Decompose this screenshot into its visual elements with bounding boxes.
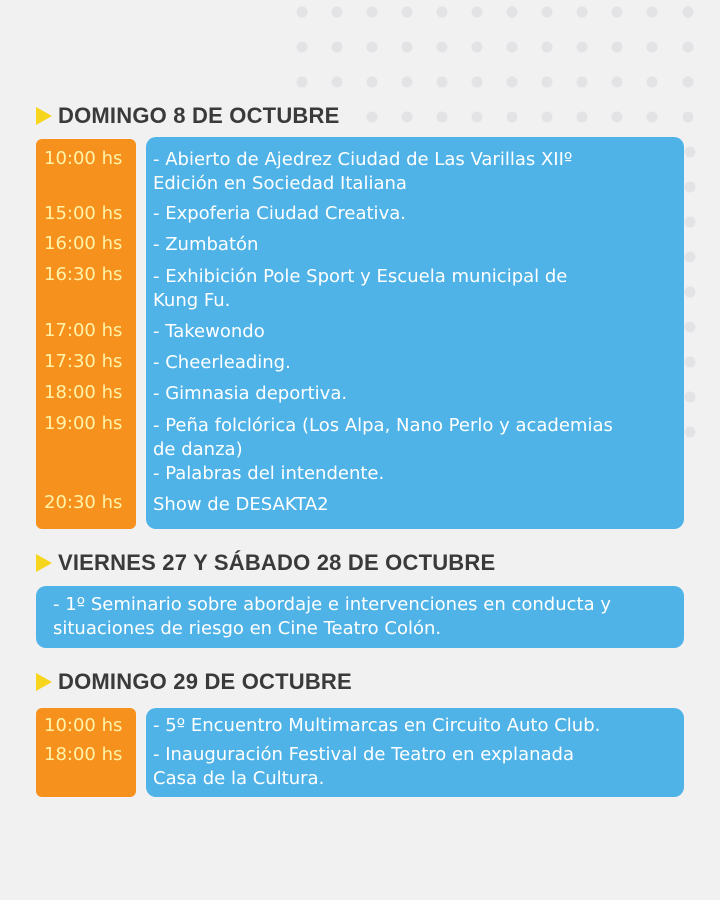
decorative-dot bbox=[367, 42, 378, 53]
event-item: - Expoferia Ciudad Creativa. bbox=[153, 203, 406, 224]
decorative-dot bbox=[612, 42, 623, 53]
decorative-dot bbox=[683, 77, 694, 88]
event-item-continuation: Casa de la Cultura. bbox=[153, 768, 325, 789]
event-item: Show de DESAKTA2 bbox=[153, 494, 329, 515]
decorative-dot bbox=[647, 42, 658, 53]
event-item: - Palabras del intendente. bbox=[153, 463, 385, 484]
decorative-dot bbox=[685, 147, 696, 158]
event-item: - Cheerleading. bbox=[153, 352, 291, 373]
decorative-dot bbox=[542, 77, 553, 88]
decorative-dot bbox=[402, 7, 413, 18]
decorative-dot bbox=[612, 77, 623, 88]
decorative-dot bbox=[297, 7, 308, 18]
decorative-dot bbox=[683, 7, 694, 18]
decorative-dot bbox=[402, 42, 413, 53]
event-item: - Zumbatón bbox=[153, 234, 259, 255]
decorative-dot bbox=[612, 112, 623, 123]
decorative-dot bbox=[647, 77, 658, 88]
decorative-dot bbox=[437, 7, 448, 18]
section-title-text: DOMINGO 8 DE OCTUBRE bbox=[58, 103, 340, 128]
decorative-dot bbox=[297, 77, 308, 88]
decorative-dot bbox=[685, 182, 696, 193]
decorative-dot bbox=[685, 322, 696, 333]
decorative-dot bbox=[577, 112, 588, 123]
decorative-dot bbox=[402, 112, 413, 123]
decorative-dot bbox=[367, 7, 378, 18]
decorative-dot bbox=[542, 42, 553, 53]
decorative-dot bbox=[472, 77, 483, 88]
decorative-dot bbox=[577, 77, 588, 88]
decorative-dot bbox=[437, 77, 448, 88]
triangle-bullet-icon bbox=[36, 673, 52, 691]
event-item-continuation: Edición en Sociedad Italiana bbox=[153, 173, 407, 194]
event-item: - Exhibición Pole Sport y Escuela municipal de bbox=[153, 266, 568, 287]
decorative-dot bbox=[577, 7, 588, 18]
decorative-dot bbox=[367, 77, 378, 88]
decorative-dot bbox=[683, 112, 694, 123]
decorative-dot bbox=[472, 7, 483, 18]
decorative-dot bbox=[402, 77, 413, 88]
decorative-dot bbox=[332, 42, 343, 53]
decorative-dot bbox=[577, 42, 588, 53]
decorative-dot bbox=[507, 7, 518, 18]
event-item-continuation: Kung Fu. bbox=[153, 290, 231, 311]
time-label: 17:00 hs bbox=[44, 320, 123, 341]
section-title-viernes-27-sabado-28 bbox=[36, 549, 495, 577]
decorative-dot bbox=[472, 112, 483, 123]
decorative-dot bbox=[647, 112, 658, 123]
triangle-bullet-icon bbox=[36, 107, 52, 125]
time-label: 20:30 hs bbox=[44, 492, 123, 513]
section-title-text: VIERNES 27 Y SÁBADO 28 DE OCTUBRE bbox=[58, 550, 496, 575]
time-label: 18:00 hs bbox=[44, 744, 123, 765]
decorative-dot bbox=[685, 392, 696, 403]
decorative-dot bbox=[367, 112, 378, 123]
decorative-dot bbox=[297, 42, 308, 53]
triangle-bullet-icon bbox=[36, 554, 52, 572]
decorative-dot bbox=[437, 42, 448, 53]
section-title-domingo-29 bbox=[36, 668, 352, 696]
decorative-dot bbox=[612, 7, 623, 18]
time-label: 16:30 hs bbox=[44, 264, 123, 285]
time-label: 10:00 hs bbox=[44, 715, 123, 736]
event-item: - Gimnasia deportiva. bbox=[153, 383, 348, 404]
decorative-dot bbox=[542, 112, 553, 123]
decorative-dot bbox=[332, 77, 343, 88]
event-item: - 1º Seminario sobre abordaje e intervenciones en conducta y bbox=[53, 594, 611, 615]
time-label: 18:00 hs bbox=[44, 382, 123, 403]
event-item: - Inauguración Festival de Teatro en explanada bbox=[153, 744, 574, 765]
decorative-dot bbox=[542, 7, 553, 18]
event-item: - Takewondo bbox=[153, 321, 265, 342]
decorative-dot bbox=[472, 42, 483, 53]
event-item-continuation: de danza) bbox=[153, 439, 243, 460]
decorative-dot bbox=[685, 357, 696, 368]
decorative-dot bbox=[507, 112, 518, 123]
decorative-dot bbox=[507, 77, 518, 88]
time-label: 17:30 hs bbox=[44, 351, 123, 372]
decorative-dot bbox=[683, 42, 694, 53]
decorative-dot bbox=[647, 7, 658, 18]
event-item: - 5º Encuentro Multimarcas en Circuito Auto Club. bbox=[153, 715, 601, 736]
decorative-dot bbox=[685, 287, 696, 298]
decorative-dot bbox=[685, 252, 696, 263]
decorative-dot bbox=[437, 112, 448, 123]
time-label: 15:00 hs bbox=[44, 203, 123, 224]
event-item: - Peña folclórica (Los Alpa, Nano Perlo y academias bbox=[153, 415, 613, 436]
decorative-dot bbox=[332, 7, 343, 18]
time-label: 16:00 hs bbox=[44, 233, 123, 254]
section-title-text: DOMINGO 29 DE OCTUBRE bbox=[58, 669, 352, 694]
event-item: - Abierto de Ajedrez Ciudad de Las Varillas XIIº bbox=[153, 149, 573, 170]
time-label: 19:00 hs bbox=[44, 413, 123, 434]
time-label: 10:00 hs bbox=[44, 148, 123, 169]
section-title-domingo-8 bbox=[36, 102, 339, 130]
decorative-dot bbox=[507, 42, 518, 53]
decorative-dot bbox=[685, 217, 696, 228]
decorative-dot bbox=[685, 427, 696, 438]
event-item-continuation: situaciones de riesgo en Cine Teatro Colón. bbox=[53, 618, 442, 639]
